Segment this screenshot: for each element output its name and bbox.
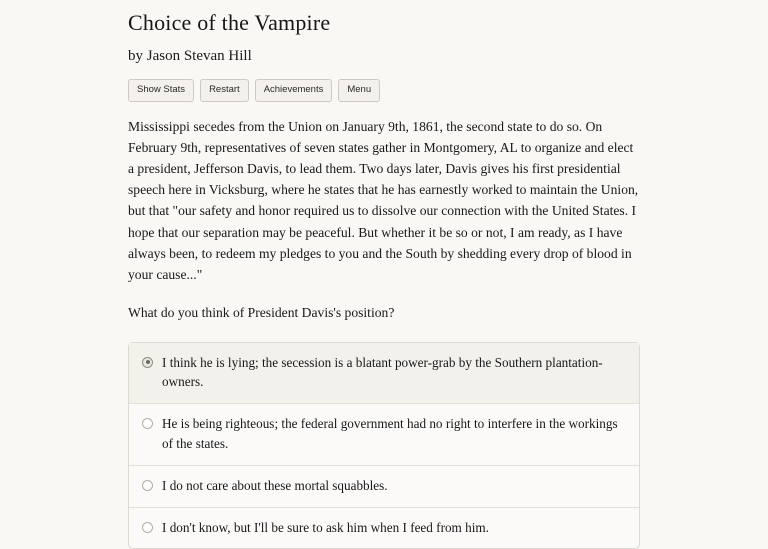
toolbar — [128, 79, 640, 102]
choice-label: I do not care about these mortal squabbles. — [162, 477, 388, 493]
choice-list — [128, 342, 640, 549]
choice-label: I don't know, but I'll be sure to ask him when I feed from him. — [162, 519, 489, 535]
choice-option[interactable] — [129, 404, 639, 466]
page-title: Choice of the Vampire — [128, 10, 331, 35]
radio-button-icon[interactable] — [142, 522, 153, 533]
story-text: Mississippi secedes from the Union on January 9th, 1861, the second state to do so. On February 9th, representatives of seven states gather in Montgomery, AL to organize and elect a president, Jefferson Davis, to lead them. Two days later, Davis gives his first presidential speech here in Vicksburg, where he states that he has earnestly worked to maintain the Union, but that "our safety and honor required us to dissolve our connection with the United States. I hope that our separation may be peaceful. But whether it be so or not, I am ready, as I have always been, to redeem my pledges to you and the South by shedding every drop of blood in your cause..." — [128, 118, 639, 282]
choice-label: I think he is lying; the secession is a blatant power-grab by the Southern plantation-owners. — [162, 354, 603, 390]
choice-option[interactable] — [129, 508, 639, 549]
choice-option[interactable] — [129, 466, 639, 508]
author-byline: by Jason Stevan Hill — [128, 48, 252, 64]
question-text: What do you think of President Davis's position? — [128, 305, 395, 321]
restart-button[interactable]: Restart — [200, 79, 249, 102]
choice-option[interactable] — [129, 343, 639, 405]
menu-button[interactable]: Menu — [338, 79, 380, 102]
choice-label: He is being righteous; the federal government had no right to interfere in the workings of the states. — [162, 416, 618, 451]
show-stats-button[interactable]: Show Stats — [128, 79, 194, 102]
radio-button-icon[interactable] — [142, 418, 153, 429]
radio-button-icon[interactable] — [142, 480, 153, 491]
radio-button-icon[interactable] — [142, 357, 153, 368]
achievements-button[interactable]: Achievements — [255, 79, 333, 102]
